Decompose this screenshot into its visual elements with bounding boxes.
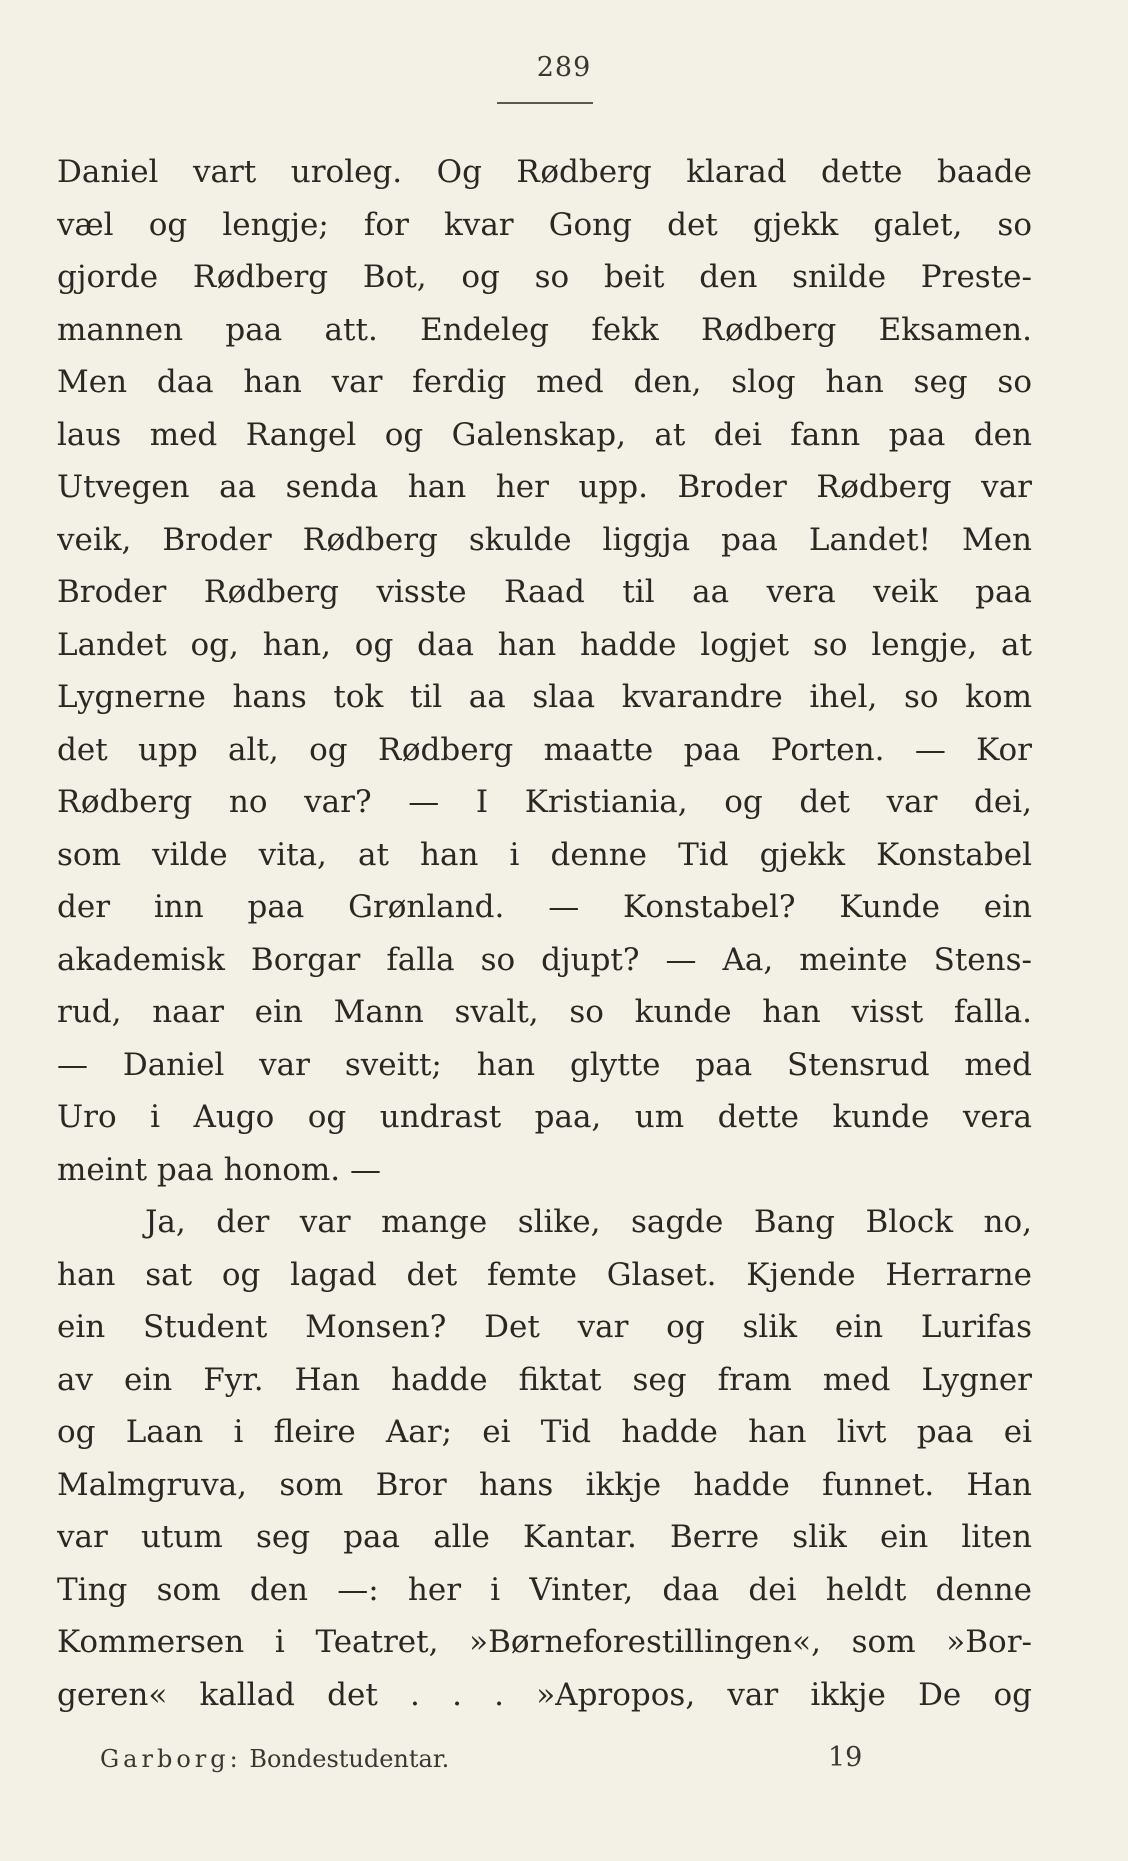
text-line: Landet og, han, og daa han hadde logjet so lengje, at (57, 626, 1032, 663)
text-line: av ein Fyr. Han hadde fiktat seg fram med Lygner (57, 1361, 1032, 1398)
text-line: ein Student Monsen? Det var og slik ein Lurifas (57, 1309, 1032, 1345)
text-line: meint paa honom. — (57, 1151, 381, 1188)
text-line: — Daniel var sveitt; han glytte paa Stensrud med (57, 1046, 1032, 1083)
text-line: Uro i Augo og undrast paa, um dette kunde vera (57, 1099, 1032, 1135)
text-line: og Laan i fleire Aar; ei Tid hadde han livt paa ei (57, 1414, 1032, 1450)
text-line: gjorde Rødberg Bot, og so beit den snilde Preste- (57, 259, 1032, 295)
text-line: var utum seg paa alle Kantar. Berre slik ein liten (57, 1519, 1032, 1555)
text-line: Rødberg no var? — I Kristiania, og det var dei, (57, 784, 1032, 820)
text-line: væl og lengje; for kvar Gong det gjekk galet, so (57, 206, 1032, 243)
text-line: laus med Rangel og Galenskap, at dei fann paa den (57, 416, 1032, 453)
text-line: Men daa han var ferdig med den, slog han seg so (57, 364, 1032, 400)
text-line: han sat og lagad det femte Glaset. Kjende Herrarne (57, 1256, 1032, 1293)
text-line: der inn paa Grønland. — Konstabel? Kunde ein (57, 889, 1032, 925)
text-line: Ting som den —: her i Vinter, daa dei heldt denne (57, 1571, 1032, 1608)
text-line: Malmgruva, som Bror hans ikkje hadde funnet. Han (57, 1466, 1032, 1503)
text-line: akademisk Borgar falla so djupt? — Aa, meinte Stens- (57, 941, 1032, 978)
text-line: mannen paa att. Endeleg fekk Rødberg Eksamen. (57, 311, 1032, 348)
text-line: Daniel vart uroleg. Og Rødberg klarad dette baade (57, 154, 1032, 190)
text-line: Ja, der var mange slike, sagde Bang Block no, (145, 1204, 1032, 1240)
page-number: 289 (536, 52, 592, 83)
text-line: veik, Broder Rødberg skulde liggja paa Landet! Men (57, 521, 1032, 558)
text-line: Utvegen aa senda han her upp. Broder Rødberg var (57, 469, 1032, 505)
footer-title: Bondestudentar. (249, 1745, 450, 1773)
page-footer (100, 1745, 900, 1773)
text-line: Broder Rødberg visste Raad til aa vera veik paa (57, 574, 1032, 610)
text-line: rud, naar ein Mann svalt, so kunde han visst falla. (57, 994, 1032, 1030)
text-line: Lygnerne hans tok til aa slaa kvarandre ihel, so kom (57, 679, 1032, 715)
text-line: geren« kallad det . . . »Apropos, var ikkje De og (57, 1676, 1032, 1713)
page-number-rule (497, 102, 593, 104)
footer-author: Garborg: (100, 1745, 242, 1773)
body-text (57, 146, 1032, 1721)
text-line: det upp alt, og Rødberg maatte paa Porten. — Kor (57, 731, 1032, 768)
text-line: som vilde vita, at han i denne Tid gjekk Konstabel (57, 836, 1032, 873)
printer-signature: 19 (828, 1742, 863, 1773)
text-line: Kommersen i Teatret, »Børneforestillingen«, som »Bor- (57, 1624, 1032, 1660)
